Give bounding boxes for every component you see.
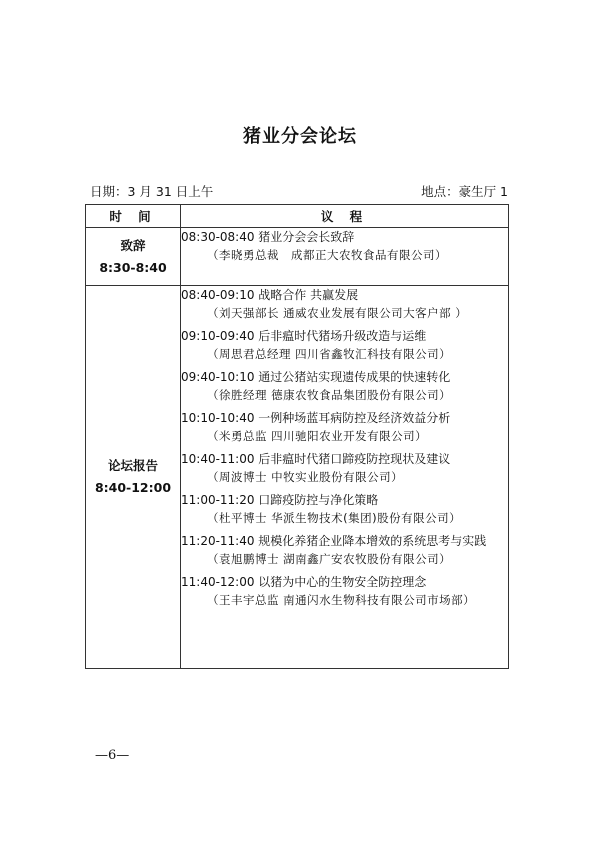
agenda-item [181,491,508,527]
page-number: —6— [95,748,130,763]
item-speaker: （周思君总经理 四川省鑫牧汇科技有限公司） [207,347,452,361]
agenda-item [181,573,508,609]
item-speaker: （米勇总监 四川驰阳农业开发有限公司） [207,429,428,443]
time-cell [86,286,181,669]
items-cell [181,228,509,286]
items-cell [181,286,509,669]
agenda-item [181,368,508,404]
agenda-item [181,327,508,363]
date-label: 日期：3 月 31 日上午 [90,184,214,199]
item-speaker: （刘天强部长 通威农业发展有限公司大客户部 ） [207,306,468,320]
agenda-item [181,409,508,445]
session-time: 8:40-12:00 [94,480,172,495]
table-row [86,286,509,669]
page-title: 猪业分会论坛 [243,126,357,147]
table-row [86,228,509,286]
header-agenda: 议 程 [181,205,509,228]
item-title: 10:10-10:40 一例种场蓝耳病防控及经济效益分析 [181,411,451,425]
item-speaker: （王丰宇总监 南通闪水生物科技有限公司市场部） [207,593,476,607]
table-header-row [86,205,509,228]
item-title: 11:20-11:40 规模化养猪企业降本增效的系统思考与实践 [181,534,487,548]
location-label: 地点：豪生厅 1 [421,184,508,199]
time-cell [86,228,181,286]
item-title: 09:10-09:40 后非瘟时代猪场升级改造与运维 [181,329,427,343]
agenda-item [181,286,508,322]
item-speaker: （李晓勇总裁 成都正大农牧食品有限公司） [207,248,447,262]
item-title: 09:40-10:10 通过公猪站实现遗传成果的快速转化 [181,370,451,384]
header-time: 时 间 [86,205,181,228]
item-title: 08:30-08:40 猪业分会会长致辞 [181,230,355,244]
item-title: 11:00-11:20 口蹄疫防控与净化策略 [181,493,379,507]
session-label: 论坛报告 [107,458,158,473]
agenda-item [181,450,508,486]
session-label: 致辞 [120,237,146,253]
item-speaker: （周波博士 中牧实业股份有限公司） [207,470,404,484]
item-speaker: （徐胜经理 德康农牧食品集团股份有限公司） [207,388,452,402]
session-time: 8:30-8:40 [99,259,167,275]
item-speaker: （杜平博士 华派生物技术(集团)股份有限公司） [207,511,462,525]
item-speaker: （袁旭鹏博士 湖南鑫广安农牧股份有限公司） [207,552,452,566]
item-title: 11:40-12:00 以猪为中心的生物安全防控理念 [181,575,427,589]
agenda-item [181,228,508,264]
agenda-table [85,204,509,669]
item-title: 10:40-11:00 后非瘟时代猪口蹄疫防控现状及建议 [181,452,451,466]
agenda-item [181,532,508,568]
item-title: 08:40-09:10 战略合作 共赢发展 [181,288,359,302]
